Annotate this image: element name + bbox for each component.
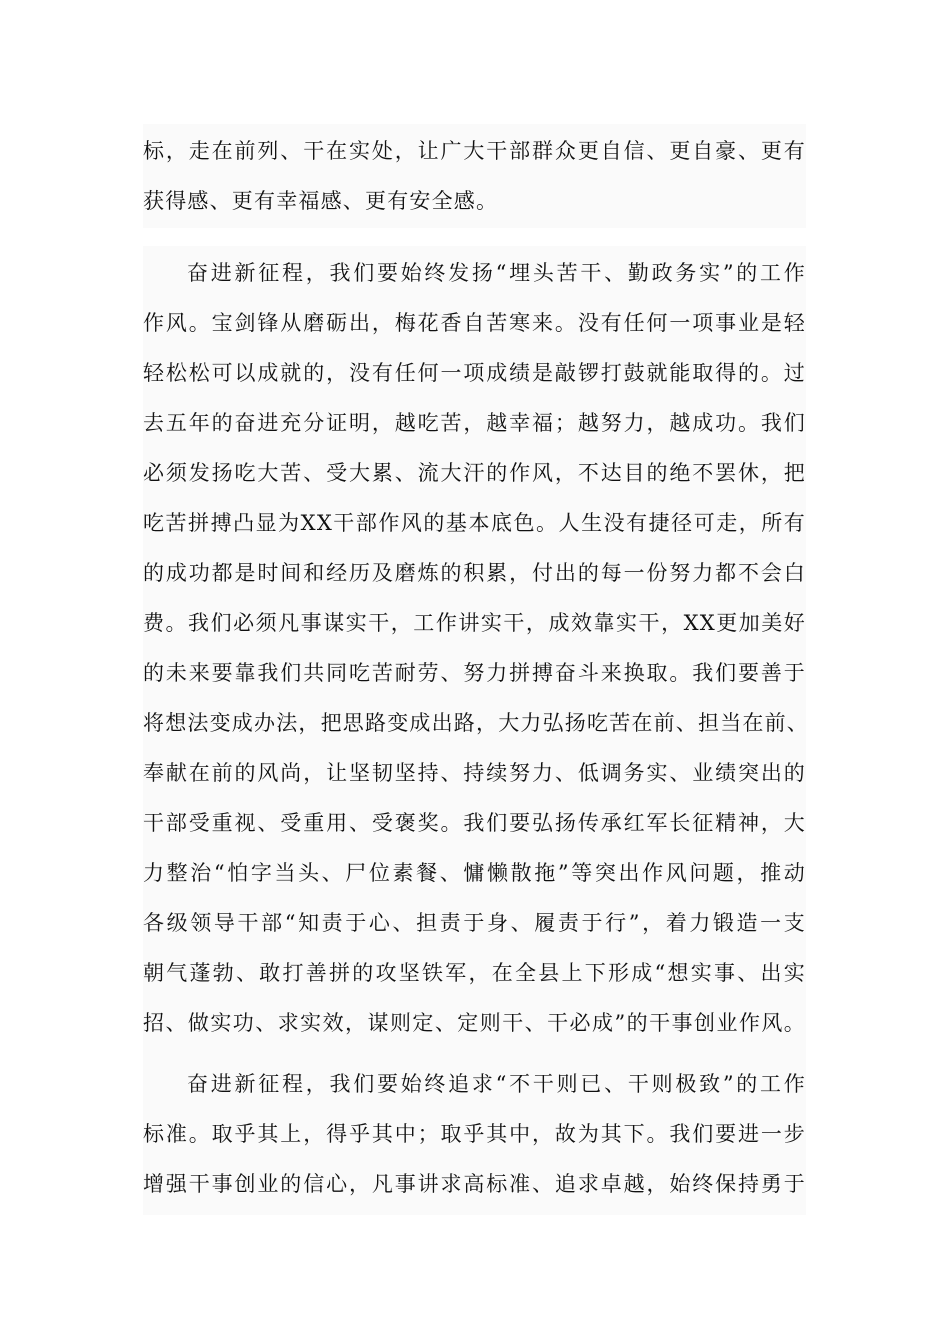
text-line: 吃苦拼搏凸显为XX干部作风的基本底色。人生没有捷径可走，所有 (143, 511, 806, 535)
text-line: 去五年的奋进充分证明，越吃苦，越幸福；越努力，越成功。我们 (143, 411, 806, 435)
text-line: 干部受重视、受重用、受褒奖。我们要弘扬传承红军长征精神，大 (143, 811, 806, 835)
text-line: 标，走在前列、干在实处，让广大干部群众更自信、更自豪、更有 (143, 139, 806, 163)
text-line: 获得感、更有幸福感、更有安全感。 (143, 189, 499, 213)
text-line: 招、做实功、求实效，谋则定、定则干、干必成”的干事创业作风。 (143, 1011, 806, 1035)
text-line: 必须发扬吃大苦、受大累、流大汗的作风，不达目的绝不罢休，把 (143, 461, 806, 485)
text-line: 标准。取乎其上，得乎其中；取乎其中，故为其下。我们要进一步 (143, 1122, 806, 1146)
paragraph-1 (143, 124, 806, 228)
text-line: 奋进新征程，我们要始终发扬“埋头苦干、勤政务实”的工作 (187, 261, 806, 285)
text-line: 轻松松可以成就的，没有任何一项成绩是敲锣打鼓就能取得的。过 (143, 361, 806, 385)
text-line: 各级领导干部“知责于心、担责于身、履责于行”，着力锻造一支 (143, 911, 806, 935)
text-line: 作风。宝剑锋从磨砺出，梅花香自苦寒来。没有任何一项事业是轻 (143, 311, 806, 335)
paragraph-3 (143, 1057, 806, 1215)
text-line: 将想法变成办法，把思路变成出路，大力弘扬吃苦在前、担当在前、 (143, 711, 809, 735)
text-line: 力整治“怕字当头、尸位素餐、慵懒散拖”等突出作风问题，推动 (143, 861, 806, 885)
text-line: 增强干事创业的信心，凡事讲求高标准、追求卓越，始终保持勇于 (143, 1172, 806, 1196)
paragraph-2 (143, 246, 809, 1057)
text-line: 朝气蓬勃、敢打善拼的攻坚铁军，在全县上下形成“想实事、出实 (143, 961, 806, 985)
text-line: 费。我们必须凡事谋实干，工作讲实干，成效靠实干，XX更加美好 (143, 611, 806, 635)
text-line: 的未来要靠我们共同吃苦耐劳、努力拼搏奋斗来换取。我们要善于 (143, 661, 806, 685)
text-line: 奉献在前的风尚，让坚韧坚持、持续努力、低调务实、业绩突出的 (143, 761, 806, 785)
text-line: 的成功都是时间和经历及磨炼的积累，付出的每一份努力都不会白 (143, 561, 806, 585)
text-line: 奋进新征程，我们要始终追求“不干则已、干则极致”的工作 (187, 1072, 806, 1096)
